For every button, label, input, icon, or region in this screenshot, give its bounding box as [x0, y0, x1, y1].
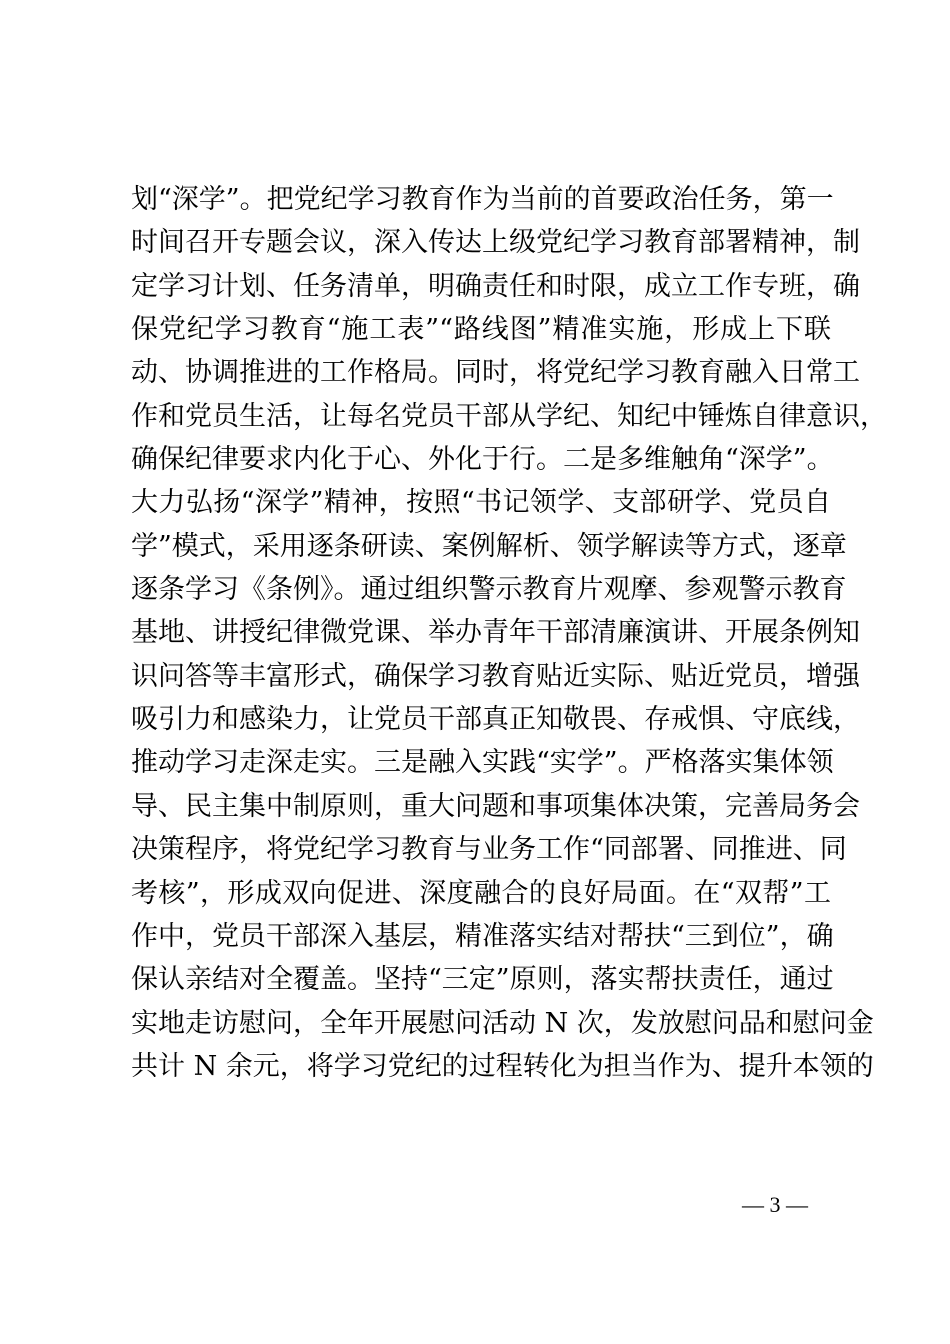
- text-line: 动、协调推进的工作格局。同时，将党纪学习教育融入日常工: [131, 357, 860, 389]
- text-line: 基地、讲授纪律微党课、举办青年干部清廉演讲、开展条例知: [131, 617, 860, 649]
- text-line: 时间召开专题会议，深入传达上级党纪学习教育部署精神，制: [131, 227, 860, 259]
- text-line: 保党纪学习教育“施工表”“路线图”精准实施，形成上下联: [131, 314, 831, 346]
- page-number: — 3 —: [742, 1192, 808, 1217]
- text-line: 导、民主集中制原则，重大问题和事项集体决策，完善局务会: [131, 790, 860, 822]
- text-line: 大力弘扬“深学”精神，按照“书记领学、支部研学、党员自: [131, 487, 831, 519]
- text-line: 确保纪律要求内化于心、外化于行。二是多维触角“深学”。: [131, 444, 834, 476]
- text-line: 推动学习走深走实。三是融入实践“实学”。严格落实集体领: [131, 747, 834, 779]
- text-line: 作和党员生活，让每名党员干部从学纪、知纪中锤炼自律意识，: [131, 400, 887, 432]
- text-line: 保认亲结对全覆盖。坚持“三定”原则，落实帮扶责任，通过: [131, 964, 834, 996]
- text-line: 逐条学习《条例》。通过组织警示教育片观摩、参观警示教育: [131, 574, 847, 606]
- text-line: 决策程序，将党纪学习教育与业务工作“同部署、同推进、同: [131, 834, 847, 866]
- text-line: 共计 N 余元，将学习党纪的过程转化为担当作为、提升本领的: [131, 1050, 874, 1082]
- text-line: 考核”，形成双向促进、深度融合的良好局面。在“双帮”工: [131, 877, 831, 909]
- text-line: 作中，党员干部深入基层，精准落实结对帮扶“三到位”，确: [131, 920, 834, 952]
- text-line: 学”模式，采用逐条研读、案例解析、领学解读等方式，逐章: [131, 530, 847, 562]
- body-paragraph: [131, 178, 887, 1088]
- text-line: 划“深学”。把党纪学习教育作为当前的首要政治任务，第一: [131, 184, 834, 215]
- text-line: 识问答等丰富形式，确保学习教育贴近实际、贴近党员，增强: [131, 660, 860, 692]
- text-line: 实地走访慰问，全年开展慰问活动 N 次，发放慰问品和慰问金: [131, 1007, 874, 1039]
- text-line: 定学习计划、任务清单，明确责任和时限，成立工作专班，确: [131, 270, 860, 302]
- text-line: 吸引力和感染力，让党员干部真正知敬畏、存戒惧、守底线，: [131, 704, 860, 736]
